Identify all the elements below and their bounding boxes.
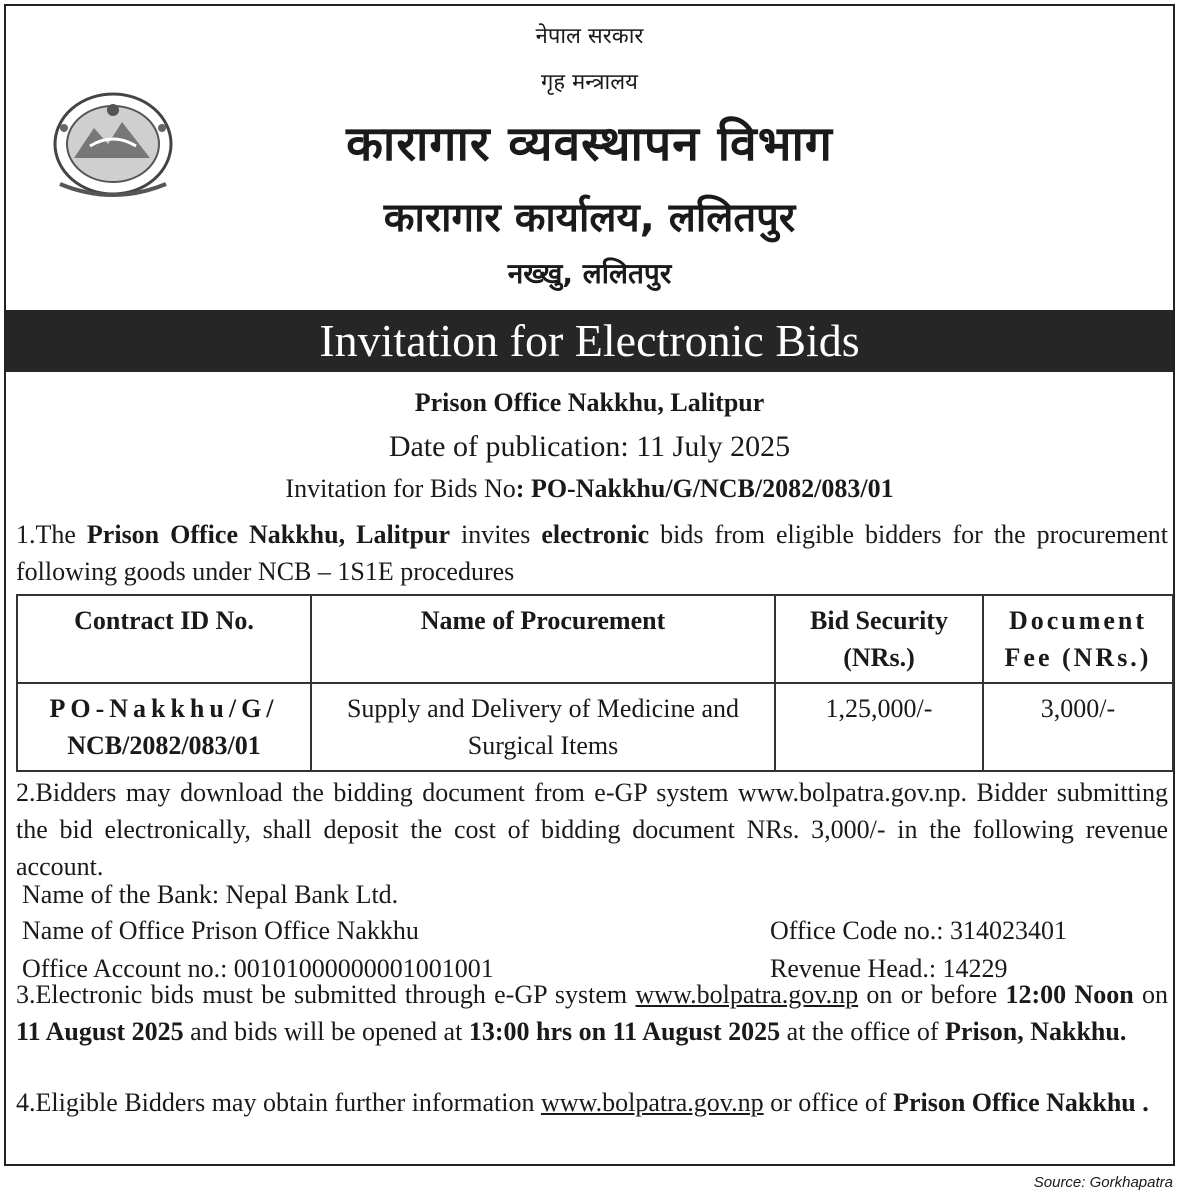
p4-text-a: 4.Eligible Bidders may obtain further information <box>16 1088 541 1117</box>
header-government: नेपाल सरकार <box>535 24 644 49</box>
p3-deadline-time: 12:00 Noon <box>1005 980 1134 1009</box>
col-procurement-name: Name of Procurement <box>311 595 775 683</box>
col-document-fee: Document Fee (NRs.) <box>983 595 1173 683</box>
p3-text-d: on <box>1133 980 1168 1009</box>
revenue-head: Revenue Head.: 14229 <box>770 954 1008 983</box>
p3-text-h: at the office of <box>780 1017 946 1046</box>
p4-office: Prison Office Nakkhu . <box>893 1088 1149 1117</box>
notice-header <box>6 6 1173 306</box>
p1-office: Prison Office Nakkhu, Lalitpur <box>86 520 451 549</box>
ifb-label: Invitation for Bids No <box>285 474 516 503</box>
notice-frame <box>4 4 1175 1166</box>
p3-text-f: and bids will be opened at <box>183 1017 469 1046</box>
cell-procurement-name: Supply and Delivery of Medicine and Surgical Items <box>311 683 775 771</box>
procurement-table <box>16 594 1174 772</box>
header-ministry: गृह मन्त्रालय <box>541 70 638 95</box>
p4-bolpatra-link[interactable]: www.bolpatra.gov.np <box>540 1088 764 1117</box>
paragraph-3 <box>16 976 1168 1050</box>
bank-name: Name of the Bank: Nepal Bank Ltd. <box>22 880 399 909</box>
p3-bolpatra-link[interactable]: www.bolpatra.gov.np <box>635 980 859 1009</box>
p1-text-c: invites <box>450 520 542 549</box>
col-contract-id: Contract ID No. <box>17 595 311 683</box>
office-code: Office Code no.: 314023401 <box>770 916 1068 945</box>
p1-electronic: electronic <box>541 520 650 549</box>
publication-date: Date of publication: 11 July 2025 <box>388 430 791 463</box>
cell-contract-id <box>17 683 311 771</box>
p1-text-e: bids from eligible bidders for the procurement following goods under NCB – 1S1E procedures <box>16 520 1168 586</box>
table-header-row <box>17 595 1173 683</box>
p3-deadline-date: 11 August 2025 <box>16 1017 184 1046</box>
header-office: कारागार कार्यालय, ललितपुर <box>383 195 796 241</box>
cell-document-fee: 3,000/- <box>983 683 1173 771</box>
p1-text-a: 1.The <box>16 520 87 549</box>
paragraph-2: 2.Bidders may download the bidding document from e-GP system www.bolpatra.gov.np. Bidder submitting the bid electronically, shall deposit the cost of bidding document NRs. 3,000/- in the following revenue account. <box>16 778 1168 881</box>
p4-text-b: or office of <box>763 1088 894 1117</box>
cell-bid-security: 1,25,000/- <box>775 683 983 771</box>
notice-title-banner: Invitation for Electronic Bids <box>6 310 1173 372</box>
paragraph-1 <box>16 516 1168 590</box>
bank-account-no: Office Account no.: 00101000000001001001 <box>22 954 494 983</box>
p3-text-a: 3.Electronic bids must be submitted through e-GP system <box>16 980 636 1009</box>
bank-office-name: Name of Office Prison Office Nakkhu <box>22 916 419 945</box>
ifb-value: : PO-Nakkhu/G/NCB/2082/083/01 <box>515 474 894 503</box>
header-department: कारागार व्यवस्थापन विभाग <box>346 116 833 172</box>
source-credit: Source: Gorkhapatra <box>1033 1174 1173 1191</box>
contract-id-line2: NCB/2082/083/01 <box>67 731 261 760</box>
table-row <box>17 683 1173 771</box>
p3-text-b: on or before <box>858 980 1006 1009</box>
paragraph-4 <box>16 1084 1168 1121</box>
contract-id-line1: PO-Nakkhu/G/ <box>49 694 279 723</box>
header-address: नख्खु, ललितपुर <box>507 257 672 290</box>
p3-opening-place: Prison, Nakkhu. <box>945 1017 1127 1046</box>
office-name: Prison Office Nakkhu, Lalitpur <box>414 388 765 417</box>
col-bid-security: Bid Security (NRs.) <box>775 595 983 683</box>
p3-opening-time: 13:00 hrs on 11 August 2025 <box>468 1017 781 1046</box>
ifb-number <box>6 474 1173 504</box>
